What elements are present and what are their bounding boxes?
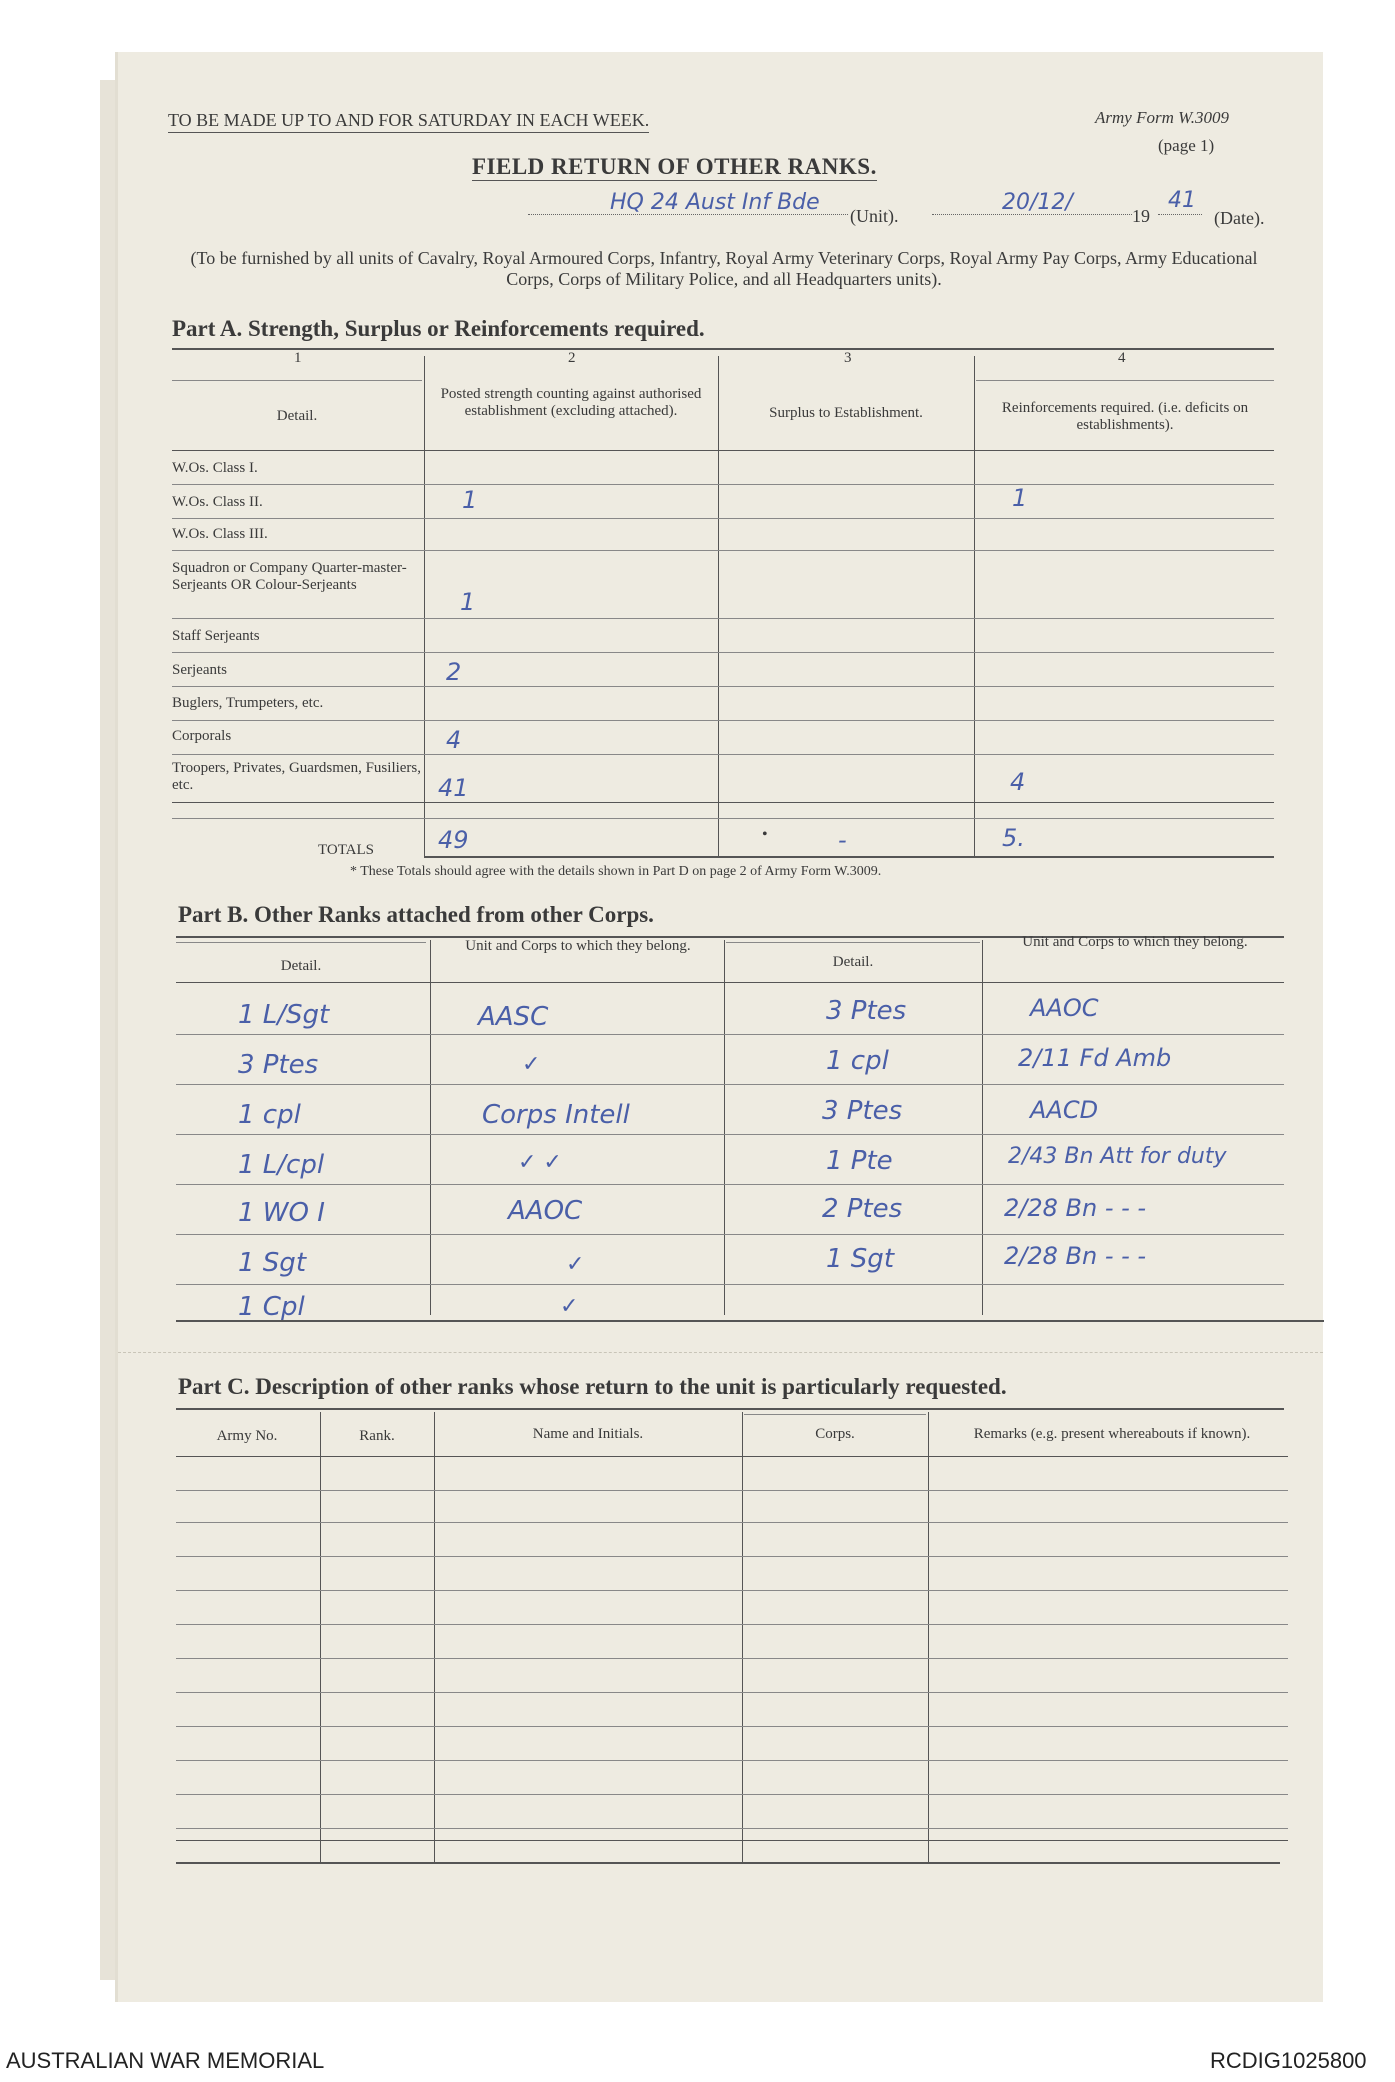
attached-detail-right: 1 Pte	[826, 1146, 893, 1176]
col-header-detail: Detail.	[280, 958, 322, 974]
attached-unit-right: 2/28 Bn - - -	[1004, 1242, 1147, 1270]
posted-value: 1	[462, 486, 478, 514]
attached-detail: 1 cpl	[238, 1100, 301, 1130]
unit-label: (Unit).	[850, 206, 899, 226]
unit-value: HQ 24 Aust Inf Bde	[610, 190, 820, 215]
attached-unit-right: 2/11 Fd Amb	[1018, 1044, 1172, 1072]
col-header-unit: Unit and Corps to which they belong.	[465, 938, 691, 954]
attached-unit-right: 2/28 Bn - - -	[1004, 1194, 1147, 1222]
attached-unit: ✓	[566, 1252, 585, 1277]
attached-detail: 1 WO I	[238, 1198, 325, 1228]
row-label: Buglers, Trumpeters, etc.	[172, 695, 324, 711]
posted-value: 2	[446, 658, 462, 686]
attached-unit: ✓	[522, 1052, 541, 1077]
col-header-rank: Rank.	[359, 1428, 395, 1444]
col-header-unit-right: Unit and Corps to which they belong.	[1022, 934, 1248, 950]
date-label: (Date).	[1214, 208, 1265, 228]
posted-value: 41	[438, 774, 469, 802]
totals-label: TOTALS	[318, 842, 375, 858]
col-header-reinf: Reinforcements required. (i.e. deficits on establishments).	[1001, 400, 1249, 433]
row-label: W.Os. Class I.	[172, 460, 258, 476]
part-c-title: Part C. Description of other ranks whose return to the unit is particularly requested.	[178, 1374, 1007, 1399]
year-value: 41	[1168, 188, 1196, 213]
attached-detail-right: 1 cpl	[826, 1046, 889, 1076]
row-label: Squadron or Company Quarter-master-Serjeants OR Colour-Serjeants	[172, 560, 407, 593]
posted-value: 4	[446, 726, 462, 754]
col-header-corps: Corps.	[815, 1426, 855, 1442]
attached-unit: Corps Intell	[482, 1100, 630, 1130]
reinf-value: 4	[1010, 768, 1026, 796]
instructions: (To be furnished by all units of Cavalry, Royal Armoured Corps, Infantry, Royal Army Veterinary Corps, Royal Army Pay Corps, Army Educational Corps, Corps of Military Police, and all Headquarters units).	[190, 248, 1258, 289]
attached-detail-right: 3 Ptes	[822, 1096, 903, 1126]
col-number-4: 4	[1118, 350, 1126, 366]
col-header-detail: Detail.	[276, 408, 318, 424]
attached-unit-right: AAOC	[1030, 994, 1099, 1022]
attached-unit-right: 2/43 Bn Att for duty	[1008, 1144, 1227, 1169]
row-label: Staff Serjeants	[172, 628, 260, 644]
col-header-name: Name and Initials.	[532, 1426, 644, 1442]
totals-surplus: -	[838, 826, 847, 854]
attached-unit: ✓	[560, 1294, 579, 1319]
row-label: Troopers, Privates, Guardsmen, Fusiliers, etc.	[172, 760, 422, 793]
attached-unit: AAOC	[508, 1196, 583, 1226]
attached-unit: AASC	[478, 1002, 549, 1032]
date-value: 20/12/	[1002, 190, 1073, 215]
footer-id: RCDIG1025800	[1210, 2048, 1367, 2073]
year-prefix: 19	[1132, 206, 1150, 226]
col-header-posted: Posted strength counting against authorised establishment (excluding attached).	[440, 386, 702, 419]
col-header-detail-right: Detail.	[832, 954, 874, 970]
col-number-1: 1	[294, 350, 302, 366]
part-a-footnote: * These Totals should agree with the details shown in Part D on page 2 of Army Form W.3009.	[350, 864, 882, 879]
year-line	[1158, 214, 1202, 215]
form-id: Army Form W.3009	[1095, 108, 1229, 127]
footer-source: AUSTRALIAN WAR MEMORIAL	[6, 2048, 325, 2073]
attached-detail-right: 3 Ptes	[826, 996, 907, 1026]
attached-detail-right: 2 Ptes	[822, 1194, 903, 1224]
page-number: (page 1)	[1158, 136, 1215, 155]
paper-fold	[118, 1352, 1323, 1353]
attached-detail: 1 L/Sgt	[238, 1000, 330, 1030]
col-header-surplus: Surplus to Establishment.	[769, 405, 923, 421]
form-title: FIELD RETURN OF OTHER RANKS.	[472, 154, 877, 179]
totals-bullet: •	[762, 826, 768, 843]
row-label: Serjeants	[172, 662, 227, 678]
col-number-3: 3	[844, 350, 852, 366]
part-a-title: Part A. Strength, Surplus or Reinforcements required.	[172, 316, 705, 341]
attached-detail: 1 Cpl	[238, 1292, 305, 1322]
col-number-2: 2	[568, 350, 576, 366]
attached-detail: 1 L/cpl	[238, 1150, 325, 1180]
row-label: W.Os. Class III.	[172, 526, 268, 542]
attached-unit-right: AACD	[1030, 1096, 1099, 1124]
attached-unit: ✓ ✓	[518, 1150, 562, 1175]
row-label: W.Os. Class II.	[172, 494, 263, 510]
attached-detail: 3 Ptes	[238, 1050, 319, 1080]
totals-posted: 49	[438, 826, 469, 854]
attached-detail-right: 1 Sgt	[826, 1244, 895, 1274]
col-header-remarks: Remarks (e.g. present whereabouts if known).	[973, 1426, 1251, 1442]
col-header-army-no: Army No.	[216, 1428, 278, 1444]
row-label: Corporals	[172, 728, 232, 744]
totals-reinf: 5.	[1002, 824, 1025, 852]
part-b-title: Part B. Other Ranks attached from other Corps.	[178, 902, 654, 927]
notice: TO BE MADE UP TO AND FOR SATURDAY IN EACH WEEK.	[168, 110, 649, 133]
posted-value: 1	[460, 588, 476, 616]
reinf-value: 1	[1012, 484, 1028, 512]
attached-detail: 1 Sgt	[238, 1248, 307, 1278]
